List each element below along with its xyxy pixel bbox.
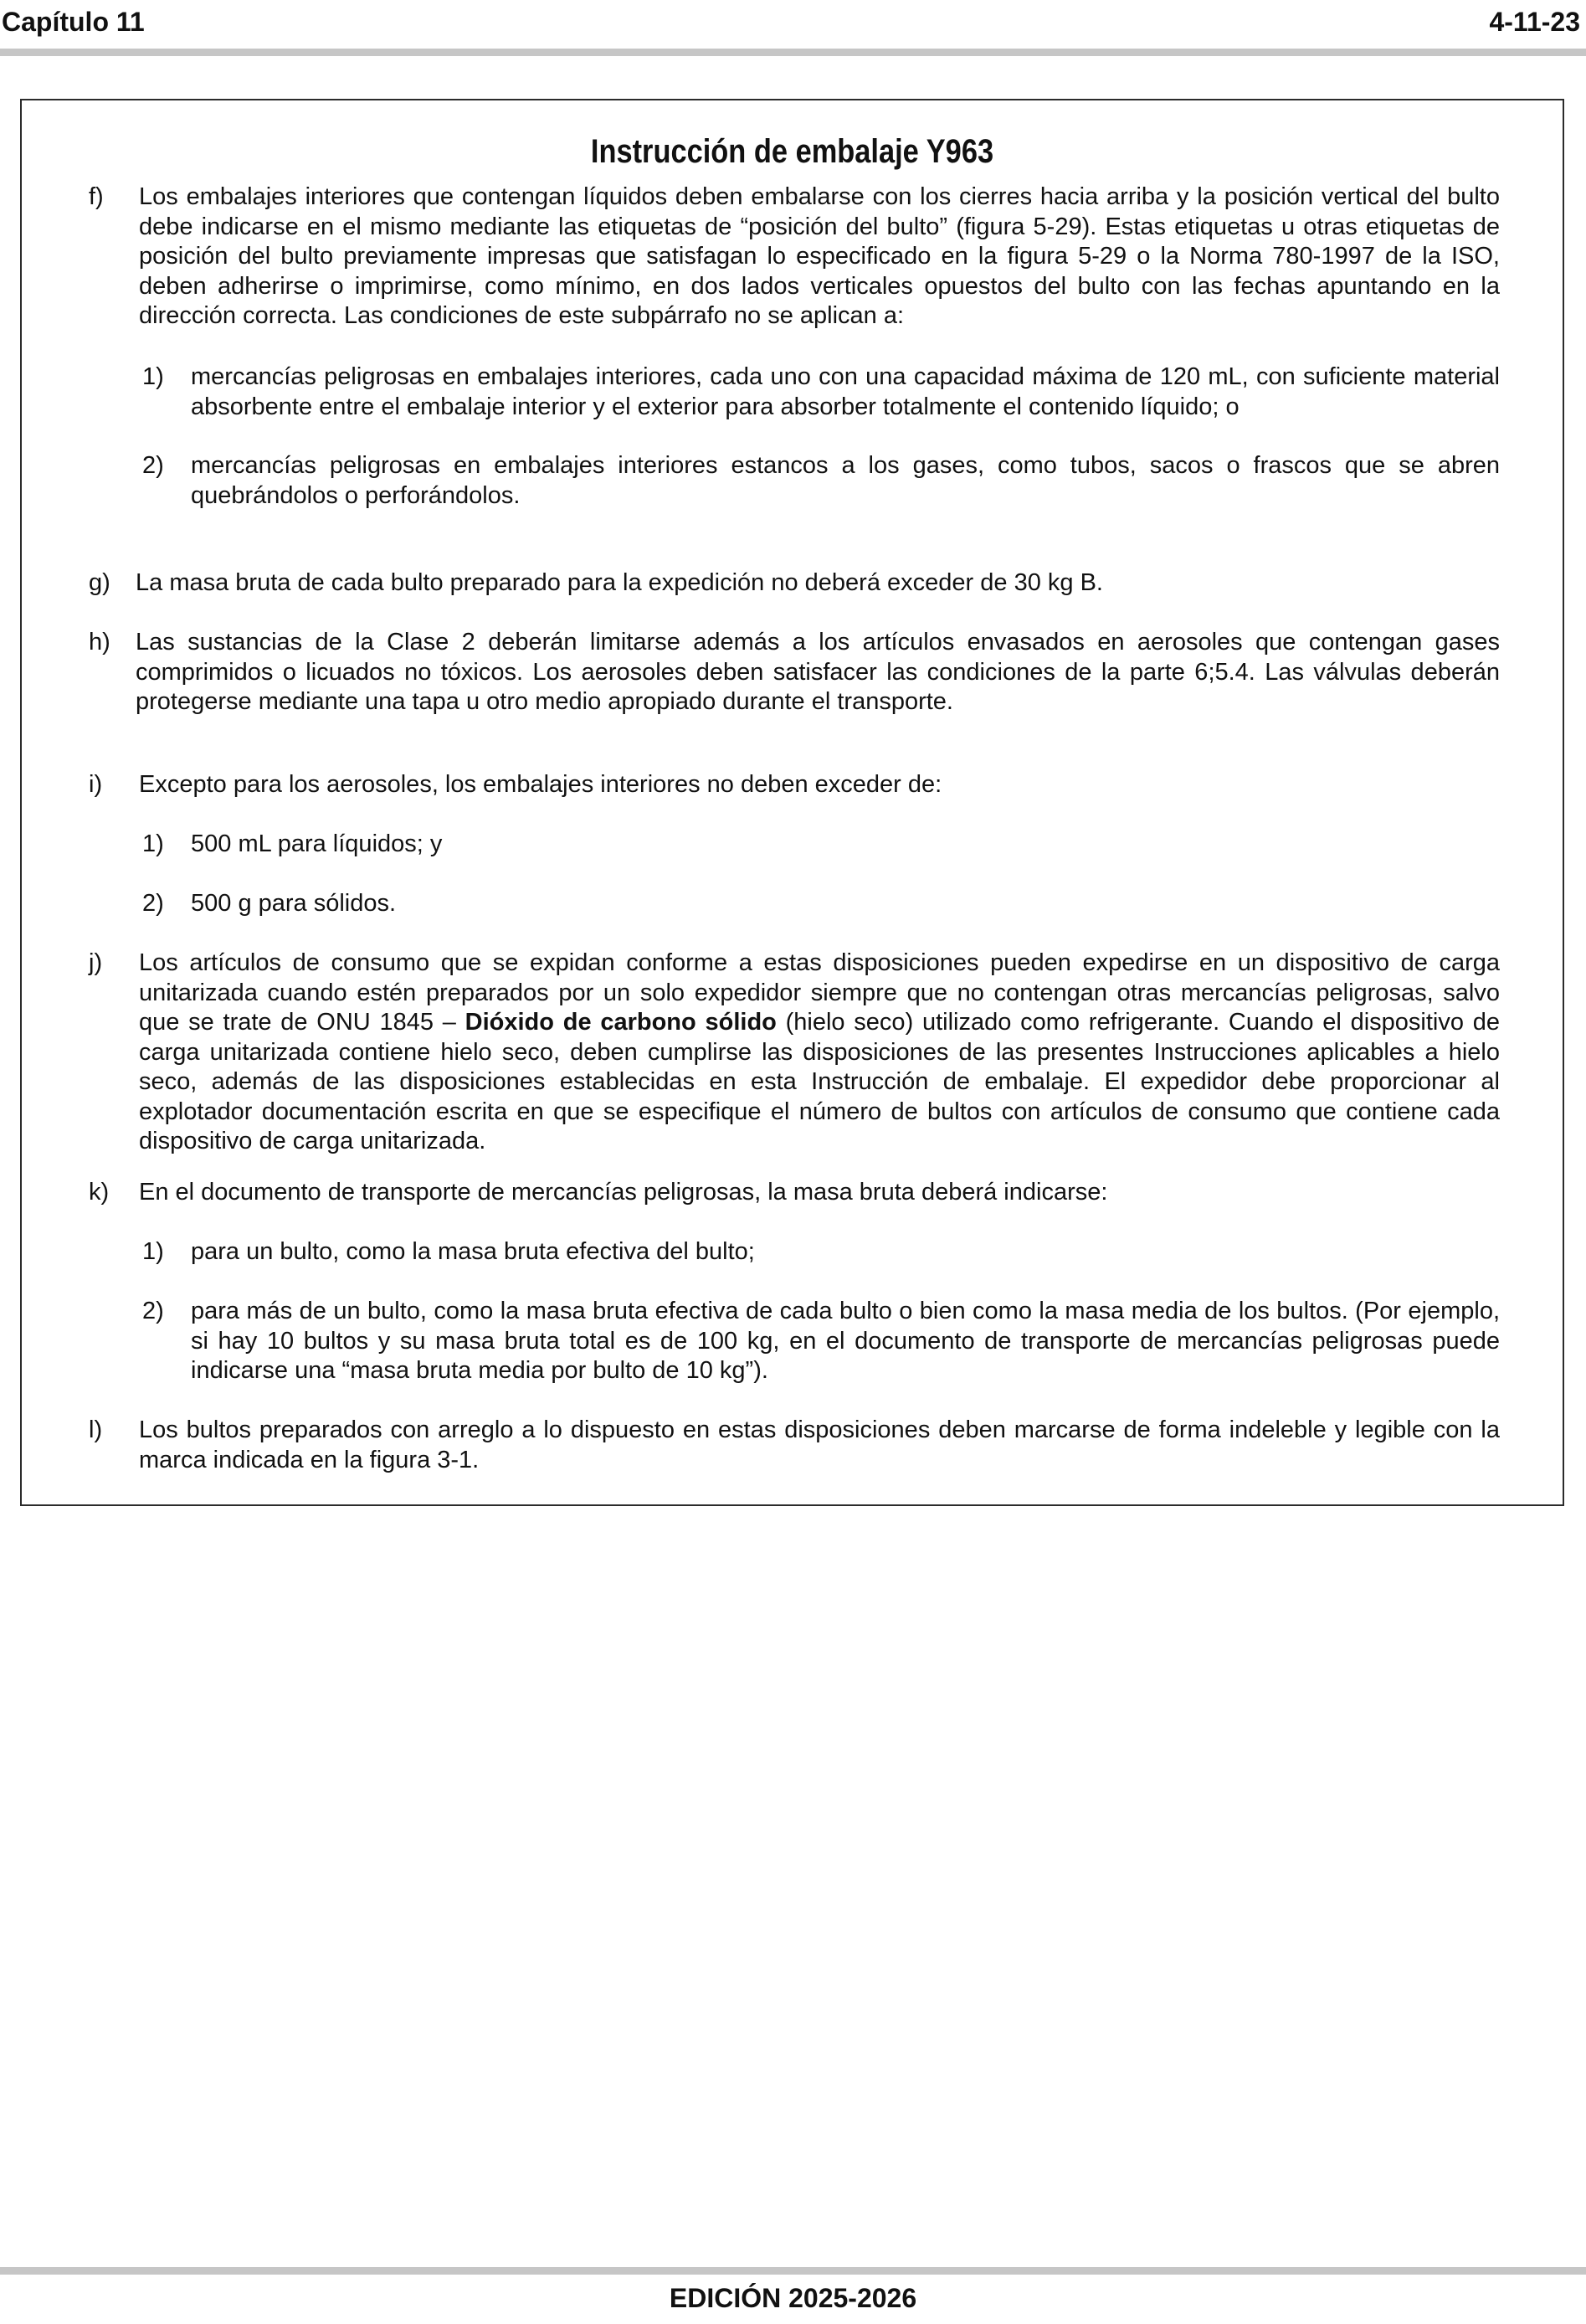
item-letter: g) (89, 569, 110, 596)
item-text (139, 949, 1500, 1157)
item-text: Las sustancias de la Clase 2 deberán limitarse además a los artículos envasados en aerosoles que contengan gases comprimidos o licuados no tóxicos. Los aerosoles deben satisfacer las condiciones de la parte 6;5.4. Las válvulas deberán protegerse mediante una tapa u otro medio apropiado durante el transporte. (136, 629, 1500, 715)
item-text: Los embalajes interiores que contengan líquidos deben embalarse con los cierres hacia arriba y la posición vertical del bulto debe indicarse en el mismo mediante las etiquetas de “posición del bulto” (figura 5-29). Estas etiquetas u otras etiquetas de posición del bulto previamente impresas que satisfagan lo especificado en la figura 5-29 o la Norma 780-1997 de la ISO, deben adherirse o imprimirse, como mínimo, en dos lados verticales opuestos del bulto con las fechas apuntando en la dirección correcta. Las condiciones de este subpárrafo no se aplican a: (139, 183, 1500, 329)
sub-number: 1) (142, 1238, 164, 1265)
sub-text: para más de un bulto, como la masa bruta efectiva de cada bulto o bien como la masa media de los bultos. (Por ejemplo, si hay 10 bultos y su masa bruta total es de 100 kg, en el documento de transporte de mercancías peligrosas puede indicarse una “masa bruta media por bulto de 10 kg”). (191, 1298, 1500, 1384)
page-header (0, 0, 1586, 52)
item-text: Los bultos preparados con arreglo a lo dispuesto en estas disposiciones deben marcarse de forma indeleble y legible con la marca indicada en la figura 3-1. (139, 1417, 1500, 1473)
chapter-label: Capítulo 11 (2, 7, 145, 37)
list-item-l (89, 1416, 1500, 1475)
sublist-item-f-1 (142, 362, 1500, 422)
list-item-g (89, 568, 1500, 599)
sub-text: 500 mL para líquidos; y (191, 830, 443, 857)
sub-number: 1) (142, 830, 164, 857)
sub-number: 1) (142, 363, 164, 390)
item-letter: k) (89, 1179, 110, 1206)
sublist-item-f-2 (142, 451, 1500, 511)
sublist-item-i-2 (142, 889, 1500, 919)
item-text-part: (hielo seco) utilizado como refrigerante. Cuando el dispositivo de carga unitarizada contiene hielo seco, deben cumplirse las disposiciones de las presentes Instrucciones aplicables a hielo seco, además de las disposiciones establecidas en esta Instrucción de embalaje. El expedidor debe proporcionar al explotador documentación escrita en que se especifique el número de bultos con artículos de consumo que contiene cada dispositivo de carga unitarizada. (139, 1009, 1500, 1154)
sub-text: 500 g para sólidos. (191, 890, 397, 917)
item-text: En el documento de transporte de mercancías peligrosas, la masa bruta deberá indicarse: (139, 1179, 1108, 1206)
list-item-f (89, 183, 1500, 332)
instruction-title: Instrucción de embalaje Y963 (590, 133, 994, 170)
sublist-item-k-1 (142, 1237, 1500, 1267)
list-item-h (89, 628, 1500, 717)
item-text: La masa bruta de cada bulto preparado para la expedición no deberá exceder de 30 kg B. (136, 569, 1103, 596)
packing-instruction-box (20, 99, 1564, 1506)
item-text-part: Los artículos de consumo que se expidan conforme a estas disposiciones pueden expedirse en un dispositivo de carga unitarizada cuando estén preparados por un solo expedidor siempre que no contengan otras mercancías peligrosas, salvo que se trate de ONU 1845 – (139, 949, 1500, 1036)
item-letter: j) (89, 949, 103, 976)
sub-text: mercancías peligrosas en embalajes interiores, cada uno con una capacidad máxima de 120 mL, con suficiente material absorbente entre el embalaje interior y el exterior para absorber totalmente el contenido líquido; o (191, 363, 1500, 420)
page-number: 4-11-23 (1489, 7, 1580, 37)
item-letter: i) (89, 771, 103, 798)
footer-rule (0, 2267, 1586, 2275)
item-letter: h) (89, 629, 110, 656)
list-item-k (89, 1178, 1500, 1208)
header-rule (0, 49, 1586, 56)
edition-label: EDICIÓN 2025-2026 (669, 2283, 917, 2313)
sub-number: 2) (142, 1298, 164, 1324)
item-letter: l) (89, 1417, 103, 1443)
sub-text: para un bulto, como la masa bruta efectiva del bulto; (191, 1238, 755, 1265)
item-text: Excepto para los aerosoles, los embalajes interiores no deben exceder de: (139, 771, 942, 798)
sub-number: 2) (142, 890, 164, 917)
sub-number: 2) (142, 452, 164, 479)
sublist-item-i-1 (142, 830, 1500, 860)
sub-text: mercancías peligrosas en embalajes interiores estancos a los gases, como tubos, sacos o frascos que se abren quebrándolos o perforándolos. (191, 452, 1500, 509)
item-letter: f) (89, 183, 104, 210)
list-item-i (89, 770, 1500, 800)
sublist-item-k-2 (142, 1297, 1500, 1386)
item-text-bold: Dióxido de carbono sólido (465, 1009, 777, 1036)
list-item-j (89, 949, 1500, 1157)
